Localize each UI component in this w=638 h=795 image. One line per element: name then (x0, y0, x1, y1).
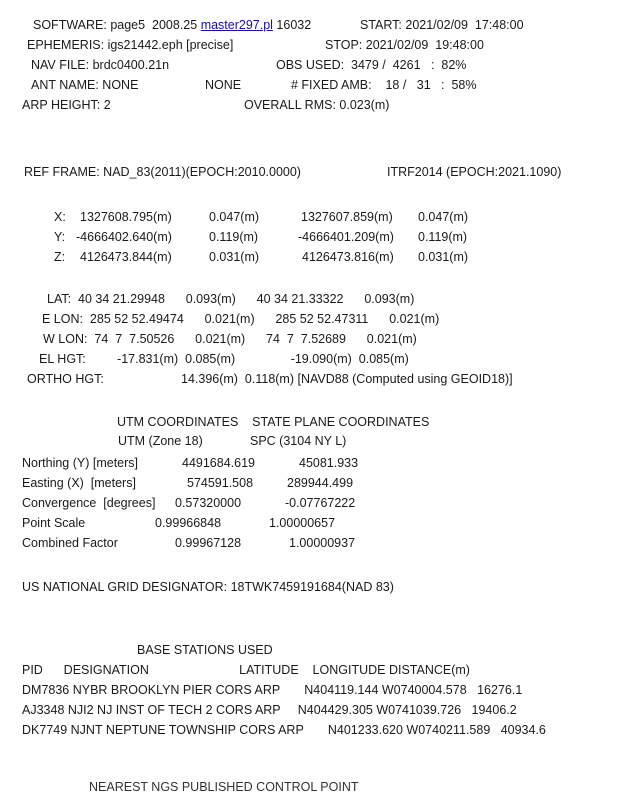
xyz-nad-error: 0.031(m) (209, 250, 260, 264)
west-longitude-line: W LON: 74 7 7.50526 0.021(m) 74 7 7.52689 0.021(m) (43, 332, 417, 346)
grid-row-label: Easting (X) [meters] (22, 476, 136, 490)
us-national-grid-designator: US NATIONAL GRID DESIGNATOR: 18TWK7459191684(NAD 83) (22, 580, 394, 594)
overall-rms: OVERALL RMS: 0.023(m) (244, 98, 390, 112)
base-stations-columns: PID DESIGNATION LATITUDE LONGITUDE DISTANCE(m) (22, 663, 470, 677)
grid-row-label: Northing (Y) [meters] (22, 456, 139, 470)
xyz-itrf-value: 4126473.816(m) (302, 250, 394, 264)
obs-used: OBS USED: 3479 / 4261 : 82% (276, 58, 467, 72)
xyz-label: X: (54, 210, 66, 224)
grid-row-utm: 4491684.619 (182, 456, 255, 470)
stop-time: STOP: 2021/02/09 19:48:00 (325, 38, 484, 52)
grid-row-utm: 0.99966848 (155, 516, 222, 530)
grid-row-utm: 0.57320000 (175, 496, 242, 510)
utm-zone-heading: UTM (Zone 18) (118, 434, 203, 448)
xyz-label: Y: (54, 230, 66, 244)
xyz-itrf-value: 1327607.859(m) (301, 210, 393, 224)
grid-coordinates-heading: UTM COORDINATES STATE PLANE COORDINATES (117, 415, 430, 429)
arp-height: ARP HEIGHT: 2 (22, 98, 111, 112)
grid-row-utm: 574591.508 (187, 476, 254, 490)
base-station-row: DK7749 NJNT NEPTUNE TOWNSHIP CORS ARP N401233.620 W0740211.589 40934.6 (22, 723, 546, 737)
grid-row-spc: 1.00000937 (289, 536, 356, 550)
base-stations-heading: BASE STATIONS USED (137, 643, 273, 657)
grid-row-label: Convergence [degrees] (22, 496, 156, 510)
grid-row-utm: 0.99967128 (175, 536, 242, 550)
grid-row-label: Point Scale (22, 516, 86, 530)
master-script-link[interactable]: master297.pl (200, 18, 273, 32)
start-time: START: 2021/02/09 17:48:00 (360, 18, 524, 32)
xyz-itrf-error: 0.031(m) (418, 250, 469, 264)
grid-row-label: Combined Factor (22, 536, 118, 550)
ref-frame-itrf: ITRF2014 (EPOCH:2021.1090) (387, 165, 562, 179)
xyz-nad-value: 4126473.844(m) (80, 250, 172, 264)
xyz-nad-error: 0.047(m) (209, 210, 260, 224)
xyz-nad-value: -4666402.640(m) (76, 230, 172, 244)
ant-name-2: NONE (205, 78, 242, 92)
latitude-line: LAT: 40 34 21.29948 0.093(m) 40 34 21.33322 0.093(m) (47, 292, 415, 306)
ellipsoid-height-line: EL HGT: -17.831(m) 0.085(m) -19.090(m) 0.085(m) (39, 352, 409, 366)
grid-row-spc: 1.00000657 (269, 516, 336, 530)
grid-row-spc: 289944.499 (287, 476, 354, 490)
xyz-label: Z: (54, 250, 66, 264)
ref-frame-nad: REF FRAME: NAD_83(2011)(EPOCH:2010.0000) (24, 165, 301, 179)
ant-name: ANT NAME: NONE (31, 78, 139, 92)
ephemeris: EPHEMERIS: igs21442.eph [precise] (27, 38, 234, 52)
nearest-control-point-heading: NEAREST NGS PUBLISHED CONTROL POINT (89, 780, 359, 794)
ortho-height-label: ORTHO HGT: (27, 372, 104, 386)
xyz-itrf-value: -4666401.209(m) (298, 230, 394, 244)
base-station-row: DM7836 NYBR BROOKLYN PIER CORS ARP N404119.144 W0740004.578 16276.1 (22, 683, 523, 697)
xyz-itrf-error: 0.047(m) (418, 210, 469, 224)
grid-row-spc: -0.07767222 (285, 496, 356, 510)
software-line: SOFTWARE: page5 2008.25 master297.pl 16032 (33, 18, 312, 32)
xyz-itrf-error: 0.119(m) (418, 230, 468, 244)
ortho-height-value: 14.396(m) 0.118(m) [NAVD88 (Computed using GEOID18)] (181, 372, 513, 386)
xyz-nad-error: 0.119(m) (209, 230, 259, 244)
east-longitude-line: E LON: 285 52 52.49474 0.021(m) 285 52 52.47311 0.021(m) (42, 312, 440, 326)
grid-row-spc: 45081.933 (299, 456, 359, 470)
base-station-row: AJ3348 NJI2 NJ INST OF TECH 2 CORS ARP N404429.305 W0741039.726 19406.2 (22, 703, 517, 717)
spc-zone-heading: SPC (3104 NY L) (250, 434, 347, 448)
fixed-amb: # FIXED AMB: 18 / 31 : 58% (291, 78, 477, 92)
nav-file: NAV FILE: brdc0400.21n (31, 58, 170, 72)
xyz-nad-value: 1327608.795(m) (80, 210, 172, 224)
